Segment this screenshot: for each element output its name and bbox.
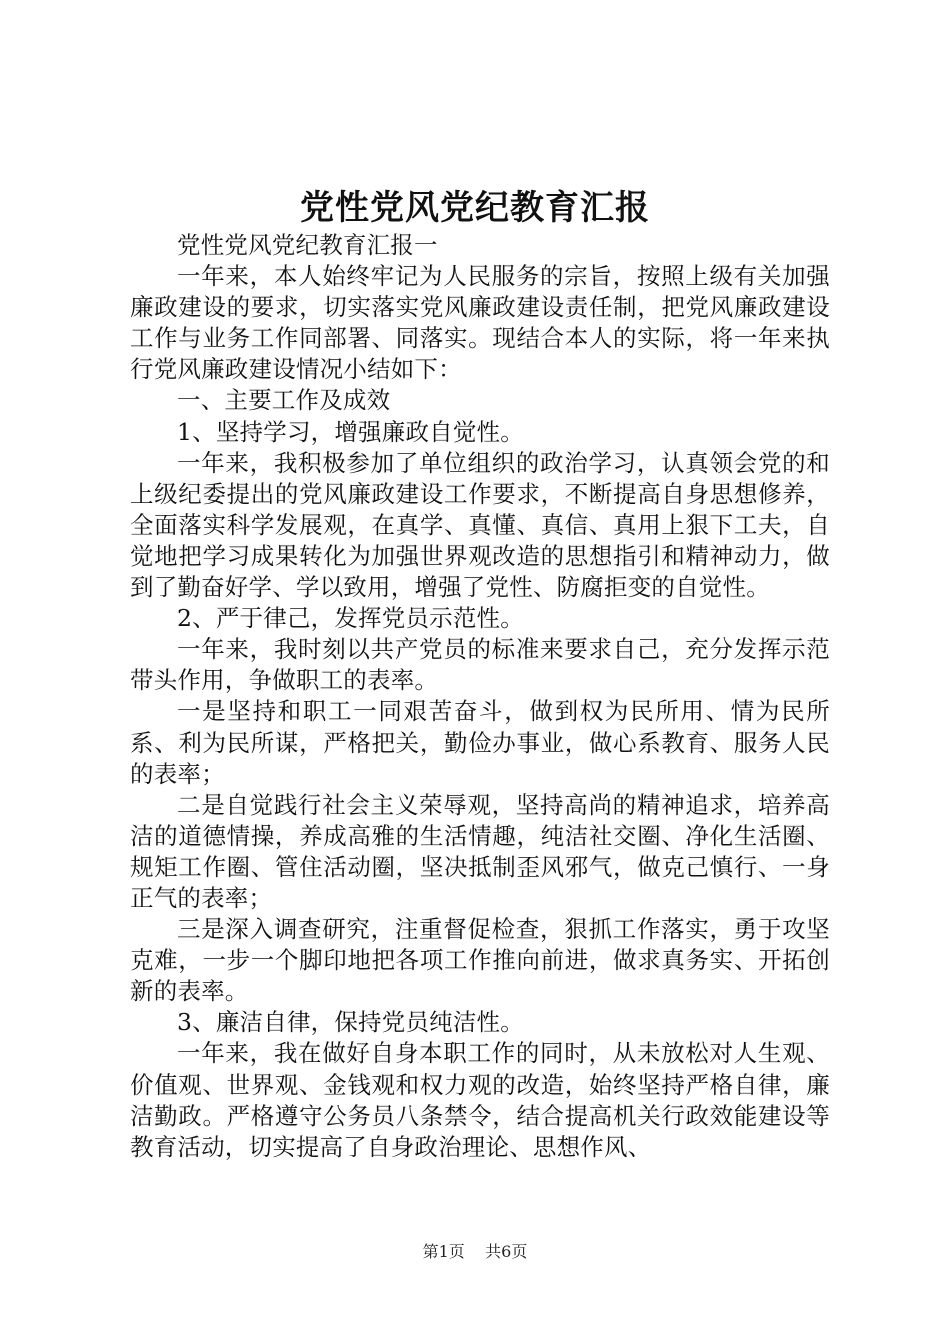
- paragraph: 二是自觉践行社会主义荣辱观，坚持高尚的精神追求，培养高洁的道德情操，养成高雅的生活情趣，纯洁社交圈、净化生活圈、规矩工作圈、管住活动圈，坚决抵制歪风邪气，做克己慎行、一身正气的表率；: [130, 790, 830, 912]
- subsection-heading: 1、坚持学习，增强廉政自觉性。: [177, 417, 524, 446]
- paragraph: 一年来，我在做好自身本职工作的同时，从未放松对人生观、价值观、世界观、金钱观和权力观的改造，始终坚持严格自律，廉洁勤政。严格遵守公务员八条禁令，结合提高机关行政效能建设等教育活动，切实提高了自身政治理论、思想作风、: [130, 1039, 830, 1161]
- subsection-heading: 2、严于律己，发挥党员示范性。: [177, 604, 524, 633]
- paragraph: 三是深入调查研究，注重督促检查，狠抓工作落实，勇于攻坚克难，一步一个脚印地把各项工作推向前进，做求真务实、开拓创新的表率。: [130, 915, 830, 1006]
- paragraph: 一年来，本人始终牢记为人民服务的宗旨，按照上级有关加强廉政建设的要求，切实落实党风廉政建设责任制，把党风廉政建设工作与业务工作同部署、同落实。现结合本人的实际，将一年来执行党风廉政建设情况小结如下：: [130, 262, 830, 384]
- paragraph: 一是坚持和职工一同艰苦奋斗，做到权为民所用、情为民所系、利为民所谋，严格把关，勤俭办事业，做心系教育、服务人民的表率；: [130, 697, 830, 788]
- subsection-heading: 3、廉洁自律，保持党员纯洁性。: [177, 1008, 524, 1037]
- paragraph: 一年来，我时刻以共产党员的标准来要求自己，充分发挥示范带头作用，争做职工的表率。: [130, 635, 830, 695]
- page-total: 共6页: [485, 1242, 528, 1261]
- document-body: [130, 230, 830, 1163]
- document-title: 党性党风党纪教育汇报: [300, 188, 650, 228]
- section-heading: 一、主要工作及成效: [177, 386, 391, 415]
- page-number: 第1页: [422, 1242, 465, 1261]
- paragraph: 一年来，我积极参加了单位组织的政治学习，认真领会党的和上级纪委提出的党风廉政建设工作要求，不断提高自身思想修养，全面落实科学发展观，在真学、真懂、真信、真用上狠下工夫，自觉地把学习成果转化为加强世界观改造的思想指引和精神动力，做到了勤奋好学、学以致用，增强了党性、防腐拒变的自觉性。: [130, 448, 830, 602]
- page-separator: [470, 1242, 480, 1261]
- paragraph: 党性党风党纪教育汇报一: [177, 231, 438, 259]
- page-footer: [0, 1240, 950, 1264]
